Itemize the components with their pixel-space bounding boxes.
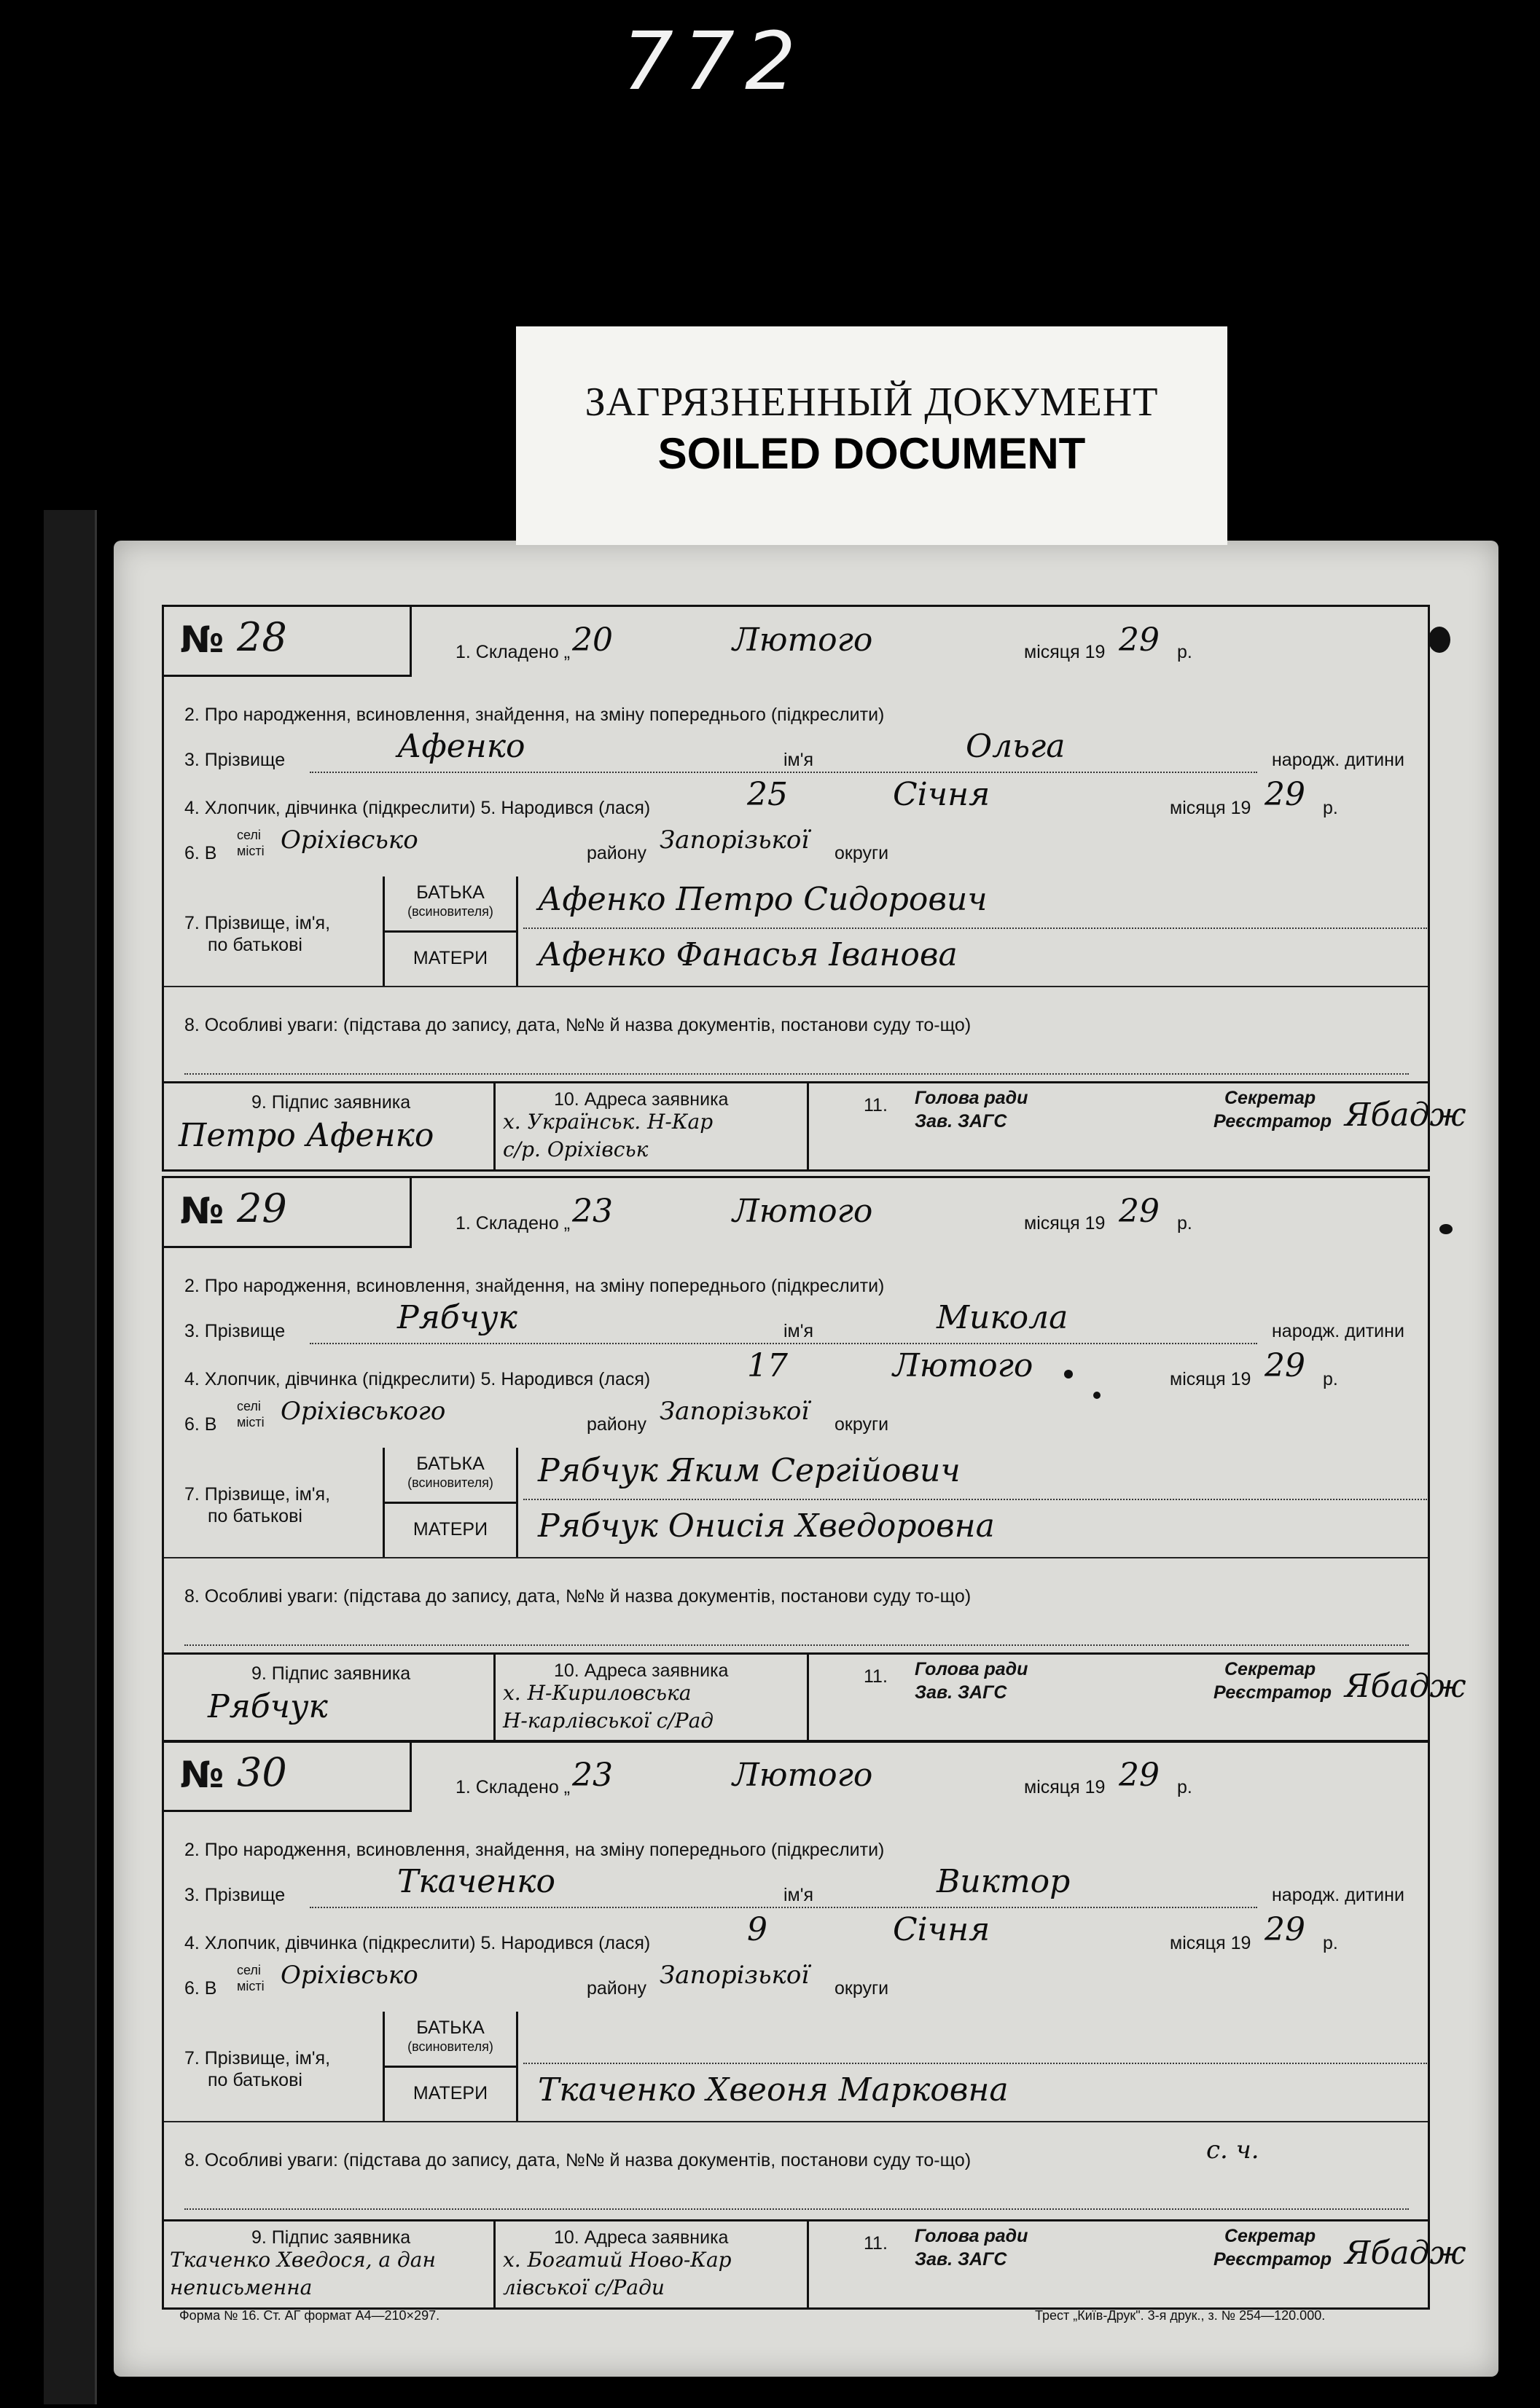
surname-line bbox=[310, 1343, 1257, 1344]
mother-label: МАТЕРИ bbox=[413, 1519, 488, 1540]
number-sign: № bbox=[180, 1190, 224, 1232]
parents-table bbox=[383, 1448, 1434, 1557]
composed-month: Лютого bbox=[732, 1193, 873, 1230]
district-label: району bbox=[587, 843, 646, 863]
father-value: Афенко Петро Сидорович bbox=[538, 881, 988, 918]
signature-value: Ткаченко Хведося, а дан bbox=[170, 2248, 436, 2272]
composed-month: Лютого bbox=[732, 1757, 873, 1794]
birth-day: 17 bbox=[747, 1347, 788, 1384]
address-line-1: х. Українськ. Н-Кар bbox=[503, 1110, 714, 1134]
signature-label: 9. Підпис заявника bbox=[251, 1663, 411, 1684]
composed-label: 1. Складено „ bbox=[456, 642, 571, 662]
signature-cell bbox=[164, 1655, 496, 1741]
district-label: району bbox=[587, 1414, 646, 1435]
month2-label: місяця 19 bbox=[1170, 1933, 1251, 1953]
about-label: 2. Про народження, всиновлення, знайдення, на зміну попереднього (підкреслити) bbox=[184, 705, 885, 725]
registrar-signature: Ябадж bbox=[1345, 2235, 1466, 2272]
signature-label: 9. Підпис заявника bbox=[251, 2227, 411, 2248]
eleven-label: 11. bbox=[864, 1666, 888, 1687]
father-sub-label: (всиновителя) bbox=[407, 2039, 493, 2054]
form-footer-right: Трест „Київ-Друк". 3-я друк., з. № 254—120.000. bbox=[1035, 2308, 1326, 2323]
birth-day: 9 bbox=[747, 1911, 767, 1948]
surname-value: Рябчук bbox=[397, 1299, 517, 1336]
ledger-spine bbox=[44, 510, 97, 2404]
registrar-label: Реєстратор bbox=[1213, 2249, 1332, 2270]
parents-table bbox=[383, 2012, 1434, 2121]
head-label: Голова ради bbox=[915, 1088, 1028, 1108]
about-label: 2. Про народження, всиновлення, знайдення, на зміну попереднього (підкреслити) bbox=[184, 1276, 885, 1296]
father-label: БАТЬКА bbox=[416, 1454, 485, 1474]
birth-record-3 bbox=[162, 1740, 1466, 2310]
secretary-label: Секретар bbox=[1224, 2226, 1316, 2246]
signature-label: 9. Підпис заявника bbox=[251, 1092, 411, 1113]
mother-label-cell bbox=[385, 930, 518, 986]
okruga-label: округи bbox=[835, 1414, 889, 1435]
ink-stain bbox=[1428, 627, 1450, 653]
mother-label: МАТЕРИ bbox=[413, 2083, 488, 2103]
surname-value: Ткаченко bbox=[397, 1863, 556, 1900]
year-suffix-2: р. bbox=[1323, 1369, 1338, 1389]
record-number-box bbox=[164, 607, 412, 677]
signature-value: Петро Афенко bbox=[179, 1117, 434, 1154]
composed-year: 29 bbox=[1119, 1757, 1160, 1794]
month-label: місяця 19 bbox=[1024, 1213, 1106, 1234]
place-value: Оріхівського bbox=[281, 1397, 446, 1426]
composed-year: 29 bbox=[1119, 1193, 1160, 1230]
mother-label-cell bbox=[385, 2066, 518, 2121]
parents-label: 7. Прізвище, ім'я, bbox=[184, 2048, 331, 2068]
mother-value: Ткаченко Хвеоня Марковна bbox=[538, 2071, 1009, 2109]
year-suffix: р. bbox=[1177, 642, 1192, 662]
eleven-label: 11. bbox=[864, 1095, 888, 1115]
stamp-russian: ЗАГРЯЗНЕННЫЙ ДОКУМЕНТ bbox=[585, 380, 1159, 425]
town-label: місті bbox=[237, 1415, 265, 1429]
surname-label: 3. Прізвище bbox=[184, 1885, 286, 1905]
first-name-value: Ольга bbox=[966, 728, 1066, 765]
parents-label: 7. Прізвище, ім'я, bbox=[184, 913, 331, 933]
sex-label: 4. Хлопчик, дівчинка (підкреслити) 5. Народився (лася) bbox=[184, 1933, 651, 1953]
record-number-box bbox=[164, 1178, 412, 1248]
zags-label: Зав. ЗАГС bbox=[915, 1682, 1007, 1703]
father-value: Рябчук Яким Сергійович bbox=[538, 1452, 961, 1489]
birth-day: 25 bbox=[747, 776, 788, 813]
month-label: місяця 19 bbox=[1024, 1777, 1106, 1797]
sheet-number: 772 bbox=[622, 15, 806, 108]
registrar-signature: Ябадж bbox=[1345, 1668, 1466, 1705]
notes-label: 8. Особливі уваги: (підстава до запису, дата, №№ й назва документів, постанови суду то-що) bbox=[184, 1015, 972, 1035]
year-suffix-2: р. bbox=[1323, 798, 1338, 818]
father-sub-label: (всиновителя) bbox=[407, 1475, 493, 1490]
signature-cell bbox=[164, 2221, 496, 2307]
birth-month: Січня bbox=[893, 1911, 990, 1948]
month2-label: місяця 19 bbox=[1170, 798, 1251, 818]
record-number: 30 bbox=[237, 1749, 287, 1795]
place-value: Оріхівсько bbox=[281, 825, 418, 855]
father-line bbox=[523, 1499, 1427, 1500]
signature-value-2: неписьменна bbox=[170, 2275, 313, 2299]
month-label: місяця 19 bbox=[1024, 642, 1106, 662]
okrug-value: Запорізької bbox=[660, 1397, 810, 1426]
notes-label: 8. Особливі уваги: (підстава до запису, дата, №№ й назва документів, постанови суду то-що) bbox=[184, 1586, 972, 1607]
sex-label: 4. Хлопчик, дівчинка (підкреслити) 5. Народився (лася) bbox=[184, 798, 651, 818]
eleven-label: 11. bbox=[864, 2233, 888, 2254]
okruga-label: округи bbox=[835, 1978, 889, 1999]
address-cell bbox=[496, 2221, 809, 2307]
surname-line bbox=[310, 772, 1257, 773]
address-line-1: х. Н-Кириловська bbox=[503, 1681, 692, 1705]
okrug-value: Запорізької bbox=[660, 825, 810, 855]
mother-label: МАТЕРИ bbox=[413, 948, 488, 968]
ink-stain bbox=[1093, 1392, 1101, 1399]
composed-label: 1. Складено „ bbox=[456, 1777, 571, 1797]
signature-row bbox=[164, 1652, 1466, 1741]
year-suffix: р. bbox=[1177, 1213, 1192, 1234]
year-suffix: р. bbox=[1177, 1777, 1192, 1797]
father-line bbox=[523, 2063, 1427, 2064]
surname-line bbox=[310, 1907, 1257, 1908]
address-line-2: Н-карлівської с/Рад bbox=[503, 1709, 714, 1733]
first-name-value: Микола bbox=[937, 1299, 1068, 1336]
ink-stain bbox=[1064, 1370, 1073, 1378]
address-cell bbox=[496, 1083, 809, 1169]
signature-row bbox=[164, 2219, 1466, 2307]
village-label: селі bbox=[237, 828, 261, 842]
birth-record-1 bbox=[162, 605, 1466, 1172]
village-label: селі bbox=[237, 1399, 261, 1413]
birth-month: Січня bbox=[893, 776, 990, 813]
signature-value: Рябчук bbox=[208, 1688, 328, 1725]
composed-day: 20 bbox=[572, 621, 613, 659]
number-sign: № bbox=[180, 1754, 224, 1796]
ink-stain bbox=[1439, 1224, 1453, 1234]
okrug-value: Запорізької bbox=[660, 1961, 810, 1990]
parents-table bbox=[383, 876, 1434, 986]
father-sub-label: (всиновителя) bbox=[407, 904, 493, 919]
address-cell bbox=[496, 1655, 809, 1741]
district-label: району bbox=[587, 1978, 646, 1999]
notes-line bbox=[184, 1644, 1409, 1646]
father-label-cell bbox=[385, 2012, 518, 2068]
secretary-label: Секретар bbox=[1224, 1088, 1316, 1108]
sex-label: 4. Хлопчик, дівчинка (підкреслити) 5. Народився (лася) bbox=[184, 1369, 651, 1389]
year-suffix-2: р. bbox=[1323, 1933, 1338, 1953]
mother-value: Рябчук Онисія Хведоровна bbox=[538, 1507, 995, 1545]
okruga-label: округи bbox=[835, 843, 889, 863]
town-label: місті bbox=[237, 844, 265, 858]
notes-value: с. ч. bbox=[1206, 2136, 1259, 2165]
zags-label: Зав. ЗАГС bbox=[915, 1111, 1007, 1132]
father-label-cell bbox=[385, 876, 518, 933]
birth-month: Лютого bbox=[893, 1347, 1033, 1384]
name-label: ім'я bbox=[783, 1885, 814, 1905]
father-label-cell bbox=[385, 1448, 518, 1504]
registrar-label: Реєстратор bbox=[1213, 1111, 1332, 1132]
birth-year: 29 bbox=[1265, 776, 1305, 813]
parents-label: 7. Прізвище, ім'я, bbox=[184, 1484, 331, 1505]
mother-label-cell bbox=[385, 1502, 518, 1557]
record-number-box bbox=[164, 1742, 412, 1812]
in-label: 6. В bbox=[184, 1978, 217, 1999]
name-label: ім'я bbox=[783, 750, 814, 770]
signature-row bbox=[164, 1081, 1466, 1169]
zags-label: Зав. ЗАГС bbox=[915, 2249, 1007, 2270]
surname-label: 3. Прізвище bbox=[184, 1321, 286, 1341]
mother-value: Афенко Фанасья Іванова bbox=[538, 936, 958, 973]
address-line-1: х. Богатий Ново-Кар bbox=[503, 2248, 732, 2272]
in-label: 6. В bbox=[184, 1414, 217, 1435]
father-line bbox=[523, 927, 1427, 929]
about-label: 2. Про народження, всиновлення, знайдення, на зміну попереднього (підкреслити) bbox=[184, 1840, 885, 1860]
father-label: БАТЬКА bbox=[416, 2017, 485, 2038]
composed-month: Лютого bbox=[732, 621, 873, 659]
parents-label-2: по батькові bbox=[208, 1506, 302, 1526]
parents-label-2: по батькові bbox=[208, 2070, 302, 2090]
first-name-value: Виктор bbox=[937, 1863, 1071, 1900]
surname-value: Афенко bbox=[397, 728, 525, 765]
record-number: 28 bbox=[237, 614, 287, 660]
secretary-label: Секретар bbox=[1224, 1659, 1316, 1679]
head-label: Голова ради bbox=[915, 1659, 1028, 1679]
notes-line bbox=[184, 2208, 1409, 2210]
head-label: Голова ради bbox=[915, 2226, 1028, 2246]
month2-label: місяця 19 bbox=[1170, 1369, 1251, 1389]
address-line-2: с/р. Оріхівськ bbox=[503, 1137, 649, 1161]
child-label: народж. дитини bbox=[1272, 1321, 1404, 1341]
registrar-label: Реєстратор bbox=[1213, 1682, 1332, 1703]
composed-day: 23 bbox=[572, 1757, 613, 1794]
name-label: ім'я bbox=[783, 1321, 814, 1341]
surname-label: 3. Прізвище bbox=[184, 750, 286, 770]
birth-year: 29 bbox=[1265, 1347, 1305, 1384]
stamp-english: SOILED DOCUMENT bbox=[657, 429, 1086, 478]
composed-label: 1. Складено „ bbox=[456, 1213, 571, 1234]
parents-divider bbox=[164, 1557, 1428, 1558]
birth-record-2 bbox=[162, 1176, 1466, 1743]
address-label: 10. Адреса заявника bbox=[554, 1089, 729, 1110]
child-label: народж. дитини bbox=[1272, 1885, 1404, 1905]
place-value: Оріхівсько bbox=[281, 1961, 418, 1990]
address-line-2: лівської с/Ради bbox=[503, 2275, 665, 2299]
parents-divider bbox=[164, 2121, 1428, 2122]
parents-divider bbox=[164, 986, 1428, 987]
composed-year: 29 bbox=[1119, 621, 1160, 659]
birth-year: 29 bbox=[1265, 1911, 1305, 1948]
father-label: БАТЬКА bbox=[416, 882, 485, 903]
address-label: 10. Адреса заявника bbox=[554, 1660, 729, 1681]
village-label: селі bbox=[237, 1963, 261, 1977]
soiled-document-stamp bbox=[516, 326, 1227, 545]
child-label: народж. дитини bbox=[1272, 750, 1404, 770]
composed-day: 23 bbox=[572, 1193, 613, 1230]
in-label: 6. В bbox=[184, 843, 217, 863]
form-footer-left: Форма № 16. Ст. АГ формат А4—210×297. bbox=[179, 2308, 440, 2323]
number-sign: № bbox=[180, 619, 224, 661]
parents-label-2: по батькові bbox=[208, 935, 302, 955]
town-label: місті bbox=[237, 1979, 265, 1993]
signature-cell bbox=[164, 1083, 496, 1169]
registrar-signature: Ябадж bbox=[1345, 1097, 1466, 1134]
address-label: 10. Адреса заявника bbox=[554, 2227, 729, 2248]
notes-label: 8. Особливі уваги: (підстава до запису, дата, №№ й назва документів, постанови суду то-що) bbox=[184, 2150, 972, 2170]
notes-line bbox=[184, 1073, 1409, 1075]
record-number: 29 bbox=[237, 1185, 287, 1231]
